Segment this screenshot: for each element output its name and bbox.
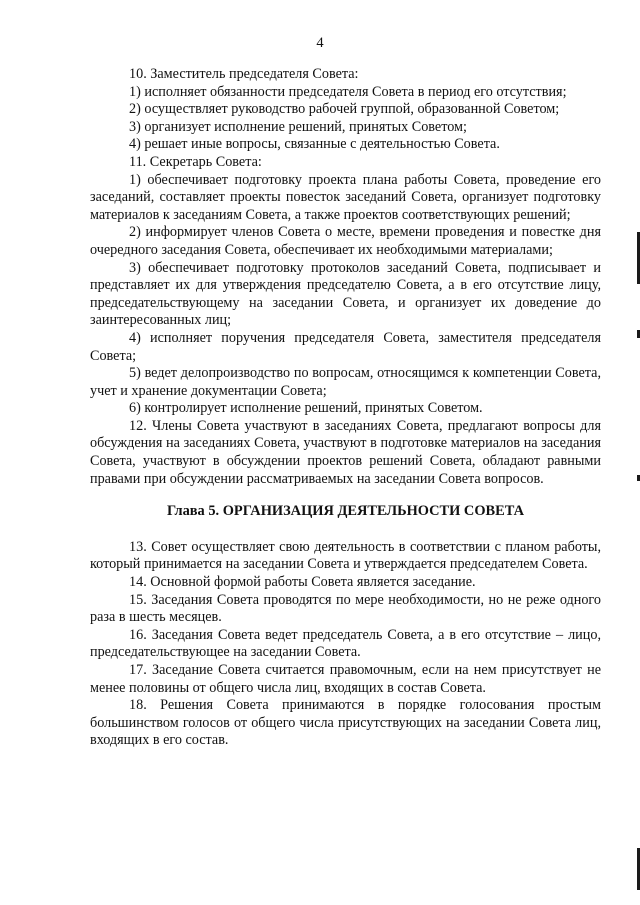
paragraph: 18. Решения Совета принимаются в порядке голосования простым большинством голосов от общего числа присутствующих на заседании Совета лиц, входящих в его состав.: [90, 697, 601, 749]
paragraph: 6) контролирует исполнение решений, принятых Советом.: [129, 400, 483, 417]
page-number: 4: [316, 35, 324, 51]
paragraph: 12. Члены Совета участвуют в заседаниях Совета, предлагают вопросы для обсуждения на заседаниях Совета, участвуют в подготовке материалов на заседания Совета, участвуют в обсуждении проектов решений Совета, обладают равными правами при обсуждении рассматриваемых на заседании Совета вопросов.: [90, 417, 601, 487]
paragraph: 14. Основной формой работы Совета является заседание.: [129, 574, 476, 591]
paragraph: 2) информирует членов Совета о месте, времени проведения и повестке дня очередного заседания Совета, обеспечивает их необходимыми материалами;: [90, 224, 601, 258]
paragraph: 3) организует исполнение решений, принятых Советом;: [129, 118, 467, 135]
paragraph: 5) ведет делопроизводство по вопросам, относящимся к компетенции Совета, учет и хранение документации Совета;: [90, 365, 601, 399]
paragraph: 16. Заседания Совета ведет председатель Совета, а в его отсутствие – лицо, председательствующее на заседании Совета.: [90, 626, 601, 661]
paragraph: 13. Совет осуществляет свою деятельность в соответствии с планом работы, который принимается на заседании Совета и утверждается председателем Совета.: [90, 538, 601, 573]
paragraph: 4) исполняет поручения председателя Совета, заместителя председателя Совета;: [90, 329, 601, 364]
paragraph: 4) решает иные вопросы, связанные с деятельностью Совета.: [129, 136, 500, 153]
chapter-heading: Глава 5. ОРГАНИЗАЦИЯ ДЕЯТЕЛЬНОСТИ СОВЕТА: [166, 503, 524, 520]
paragraph: 2) осуществляет руководство рабочей группой, образованной Советом;: [129, 101, 560, 118]
paragraph: 17. Заседание Совета считается правомочным, если на нем присутствует не менее половины от общего числа лиц, входящих в состав Совета.: [90, 662, 601, 696]
paragraph: 1) обеспечивает подготовку проекта плана работы Совета, проведение его заседаний, составляет проекты повесток заседаний Совета, организует подготовку материалов к заседаниям Совета, а также проектов соответствующих решений;: [90, 171, 601, 223]
document-body: [90, 66, 601, 750]
paragraph: 15. Заседания Совета проводятся по мере необходимости, но не реже одного раза в шесть месяцев.: [90, 591, 601, 626]
paragraph: 1) исполняет обязанности председателя Совета в период его отсутствия;: [129, 83, 567, 100]
paragraph: 3) обеспечивает подготовку протоколов заседаний Совета, подписывает и представляет их для утверждения председателю Совета, а в его отсутствие лицу, председательствующему на заседании Совета, и организует их доведение до заинтересованных лиц;: [90, 259, 601, 329]
paragraph: 10. Заместитель председателя Совета:: [129, 66, 359, 82]
paragraph: 11. Секретарь Совета:: [129, 153, 262, 170]
